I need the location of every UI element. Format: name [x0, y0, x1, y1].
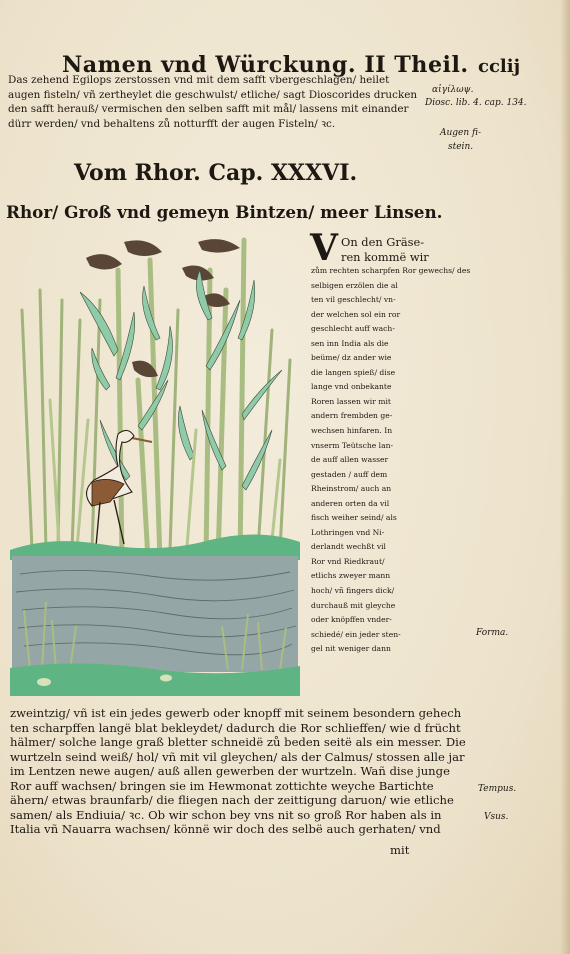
reed-heron-woodcut [10, 230, 300, 696]
text-line: oder knöpffen vnder- [311, 615, 392, 625]
text-line: dürr werden/ vnd behaltens zů notturfft der augen Fisteln/ ꝛc. [8, 117, 336, 130]
text-line: andern frembden ge- [311, 411, 393, 421]
text-line: die langen spieß/ dise [311, 367, 396, 377]
text-line: gestaden / auff dem [311, 469, 388, 479]
text-line: vnserm Teütsche lan- [311, 440, 394, 450]
text-line: de auff allen wasser [311, 455, 389, 465]
text-line: durchauß mit gleyche [311, 600, 396, 610]
margin-note: αἰγίλωψ. [432, 85, 474, 95]
page-folio: cclij [478, 56, 521, 77]
margin-note: Forma. [476, 628, 509, 638]
text-line: Italia vñ Nauarra wachsen/ könnë wir doch des selbë auch gerhaten/ vnd [10, 822, 441, 837]
running-title: Namen vnd Würckung. II Theil. [62, 52, 469, 78]
chapter-subtitle: Rhor/ Groß vnd gemeyn Bintzen/ meer Linsen. [6, 202, 443, 222]
catchword: mit [390, 843, 410, 857]
text-line: augen fisteln/ vñ zertheylet die geschwulst/ etliche/ sagt Dioscorides drucken [8, 88, 418, 101]
text-line: Roren lassen wir mit [311, 396, 391, 406]
column-text [311, 264, 470, 657]
text-line: ähern/ etwas braunfarb/ die fliegen nach der zeittigung daruon/ wie etliche [10, 793, 454, 808]
margin-note: Vsus. [484, 812, 509, 822]
text-line: wurtzeln seind weiß/ hol/ vñ mit vil gleychen/ als der Calmus/ stossen alle jar [10, 749, 465, 764]
intro-paragraph [8, 73, 417, 131]
text-line: Das zehend Egilops zerstossen vnd mit dem safft vbergeschlagen/ heilet [8, 74, 390, 86]
margin-note: stein. [448, 142, 474, 152]
text-line: schiedé/ ein jeder sten- [311, 629, 401, 639]
text-line: lange vnd onbekante [311, 382, 392, 392]
column-lines-top [341, 235, 429, 264]
text-line: samen/ als Endiuia/ ꝛc. Ob wir schon bey vns nit so groß Ror haben als in [10, 807, 442, 822]
text-line: zům rechten scharpfen Ror gewechs/ des [311, 266, 471, 275]
text-line: fisch weiher seind/ als [311, 513, 397, 523]
text-line: derlandt wechßt vil [311, 542, 386, 552]
text-line: Lothringen vnd Ni- [311, 527, 385, 537]
text-line: gel nit weniger dann [311, 644, 391, 654]
text-line: hälmer/ solche lange graß bletter schneidë zů beden seitë als ein messer. Die [10, 735, 466, 750]
page-gutter-shadow [560, 0, 570, 954]
margin-note: Diosc. lib. 4. cap. 134. [425, 98, 527, 108]
margin-note: Augen fi- [440, 128, 482, 138]
text-line: wechsen hinfaren. In [311, 426, 393, 436]
text-line: Ror vnd Riedkraut/ [311, 556, 385, 566]
chapter-heading: Vom Rhor. Cap. XXXVI. [74, 160, 358, 186]
text-line: der welchen sol ein ror [311, 309, 401, 319]
text-line: etlichs zweyer mann [311, 571, 391, 581]
text-line: ten vil geschlecht/ vn- [311, 295, 396, 305]
text-line: On den Gräse- [341, 235, 425, 249]
text-line: sen inn India als die [311, 338, 389, 348]
full-width-paragraph [10, 706, 466, 837]
text-line: hoch/ vñ fingers dick/ [311, 586, 395, 596]
text-line: selbigen erzölen die al [311, 280, 398, 290]
text-line: Rheinstrom/ auch an [311, 484, 392, 494]
drop-initial: V [310, 227, 338, 269]
margin-note: Tempus. [478, 784, 517, 794]
text-line: ren kommë wir [341, 249, 429, 264]
text-line: den safft herauß/ vermischen den selben safft mit mål/ lassens mit einander [8, 103, 409, 116]
text-line: im Lentzen newe augen/ auß allen gewerben der wurtzeln. Wañ dise junge [10, 764, 450, 779]
text-line: ten scharpffen langë blat bekleydet/ dadurch die Ror schlieffen/ wie d frücht [10, 720, 461, 735]
text-line: beüme/ dz ander wie [311, 353, 392, 363]
text-line: anderen orten da vil [311, 498, 390, 508]
text-line: zweintzig/ vñ ist ein jedes gewerb oder knopff mit seinem besondern gehech [10, 706, 462, 720]
text-line: geschlecht auff wach- [311, 324, 395, 334]
text-line: Ror auff wachsen/ bringen sie im Hewmonat zottichte weyche Bartichte [10, 778, 434, 793]
